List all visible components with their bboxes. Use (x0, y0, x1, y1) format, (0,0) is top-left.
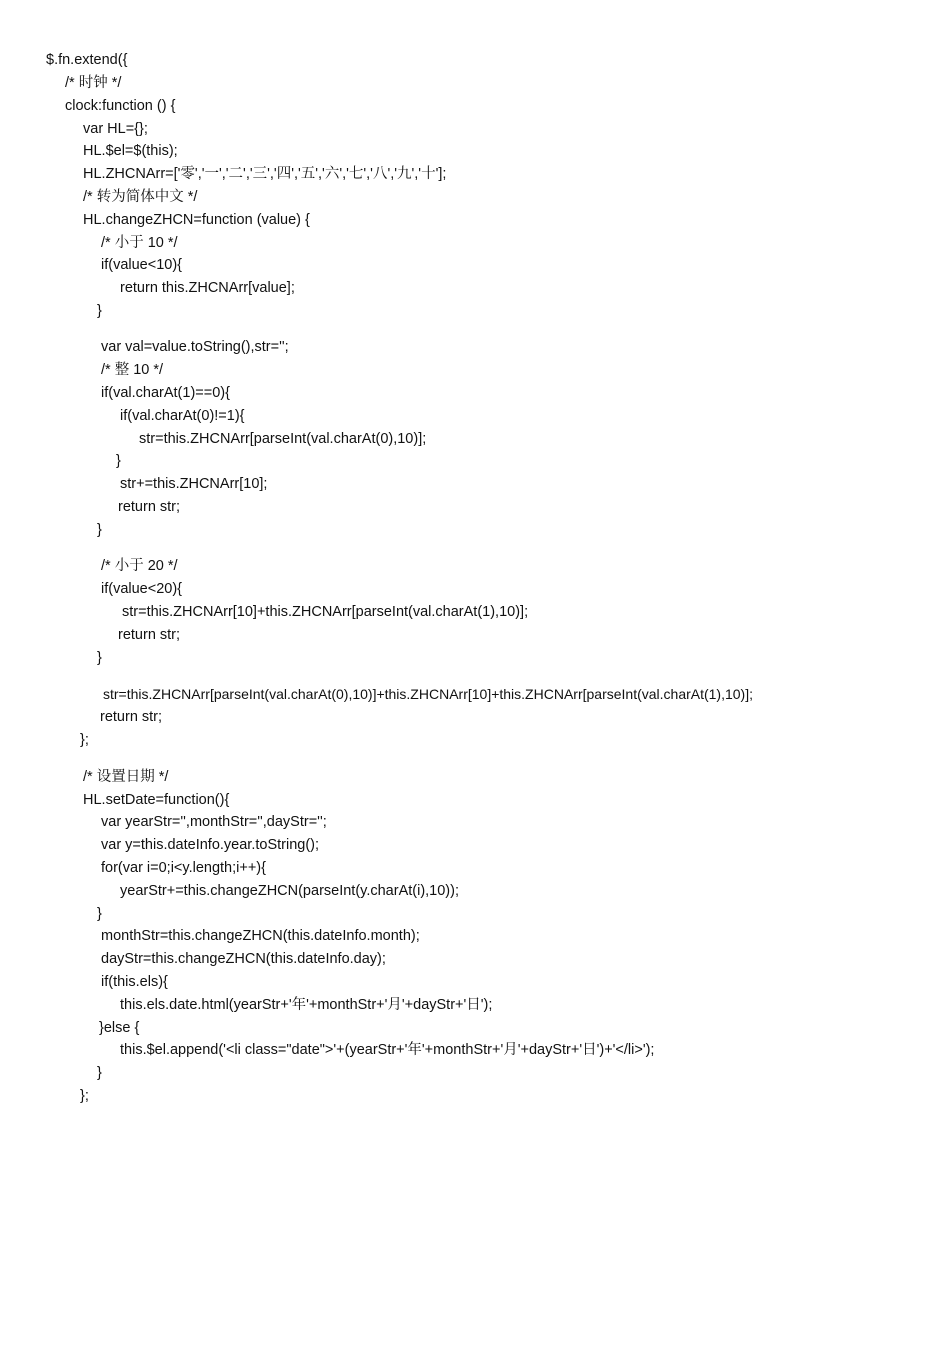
code-line: } (97, 522, 102, 538)
code-line: /* 小于 10 */ (101, 235, 178, 251)
code-line: if(this.els){ (101, 974, 168, 990)
code-line: yearStr+=this.changeZHCN(parseInt(y.charAt(i),10)); (120, 883, 459, 899)
code-line: var val=value.toString(),str=''; (101, 339, 289, 355)
code-line: } (97, 1065, 102, 1081)
code-line: /* 设置日期 */ (83, 769, 169, 785)
code-line: str=this.ZHCNArr[parseInt(val.charAt(0),10)]+this.ZHCNArr[10]+this.ZHCNArr[parseInt(val.charAt(1),10)]; (103, 686, 754, 702)
code-line: if(val.charAt(1)==0){ (101, 385, 230, 401)
code-line: this.$el.append('<li class="date">'+(yearStr+'年'+monthStr+'月'+dayStr+'日')+'</li>'); (120, 1042, 655, 1058)
code-line: return str; (118, 499, 181, 515)
code-line: } (97, 303, 102, 319)
code-line: HL.setDate=function(){ (83, 792, 230, 808)
code-line: }; (80, 732, 89, 748)
code-line: var HL={}; (83, 121, 148, 137)
code-line: for(var i=0;i<y.length;i++){ (101, 860, 266, 876)
code-line: if(value<10){ (101, 257, 183, 273)
code-line: } (97, 650, 102, 666)
code-line: this.els.date.html(yearStr+'年'+monthStr+'月'+dayStr+'日'); (120, 997, 493, 1013)
code-line: monthStr=this.changeZHCN(this.dateInfo.month); (101, 928, 420, 944)
code-line: return str; (118, 627, 181, 643)
code-line: return str; (100, 709, 163, 725)
code-line: HL.changeZHCN=function (value) { (83, 212, 310, 228)
code-line: dayStr=this.changeZHCN(this.dateInfo.day); (101, 951, 386, 967)
code-line: /* 时钟 */ (65, 75, 122, 91)
code-line: /* 整 10 */ (101, 362, 164, 378)
code-line: str=this.ZHCNArr[10]+this.ZHCNArr[parseInt(val.charAt(1),10)]; (122, 604, 529, 620)
code-line: clock:function () { (65, 98, 176, 114)
code-line: str+=this.ZHCNArr[10]; (120, 476, 268, 492)
code-line: HL.ZHCNArr=['零','一','二','三','四','五','六','七','八','九','十']; (83, 166, 447, 182)
code-line: } (116, 453, 121, 469)
code-line: str=this.ZHCNArr[parseInt(val.charAt(0),10)]; (139, 431, 427, 447)
code-line: $.fn.extend({ (46, 52, 128, 68)
code-line: if(val.charAt(0)!=1){ (120, 408, 245, 424)
code-line: /* 小于 20 */ (101, 558, 178, 574)
code-line: return this.ZHCNArr[value]; (120, 280, 295, 296)
code-line: HL.$el=$(this); (83, 143, 178, 159)
code-line: if(value<20){ (101, 581, 183, 597)
code-line: var yearStr='',monthStr='',dayStr=''; (101, 814, 327, 830)
code-line: var y=this.dateInfo.year.toString(); (101, 837, 320, 853)
code-line: }else { (99, 1020, 140, 1036)
code-line: /* 转为简体中文 */ (83, 189, 198, 205)
code-line: }; (80, 1088, 89, 1104)
code-line: } (97, 906, 102, 922)
